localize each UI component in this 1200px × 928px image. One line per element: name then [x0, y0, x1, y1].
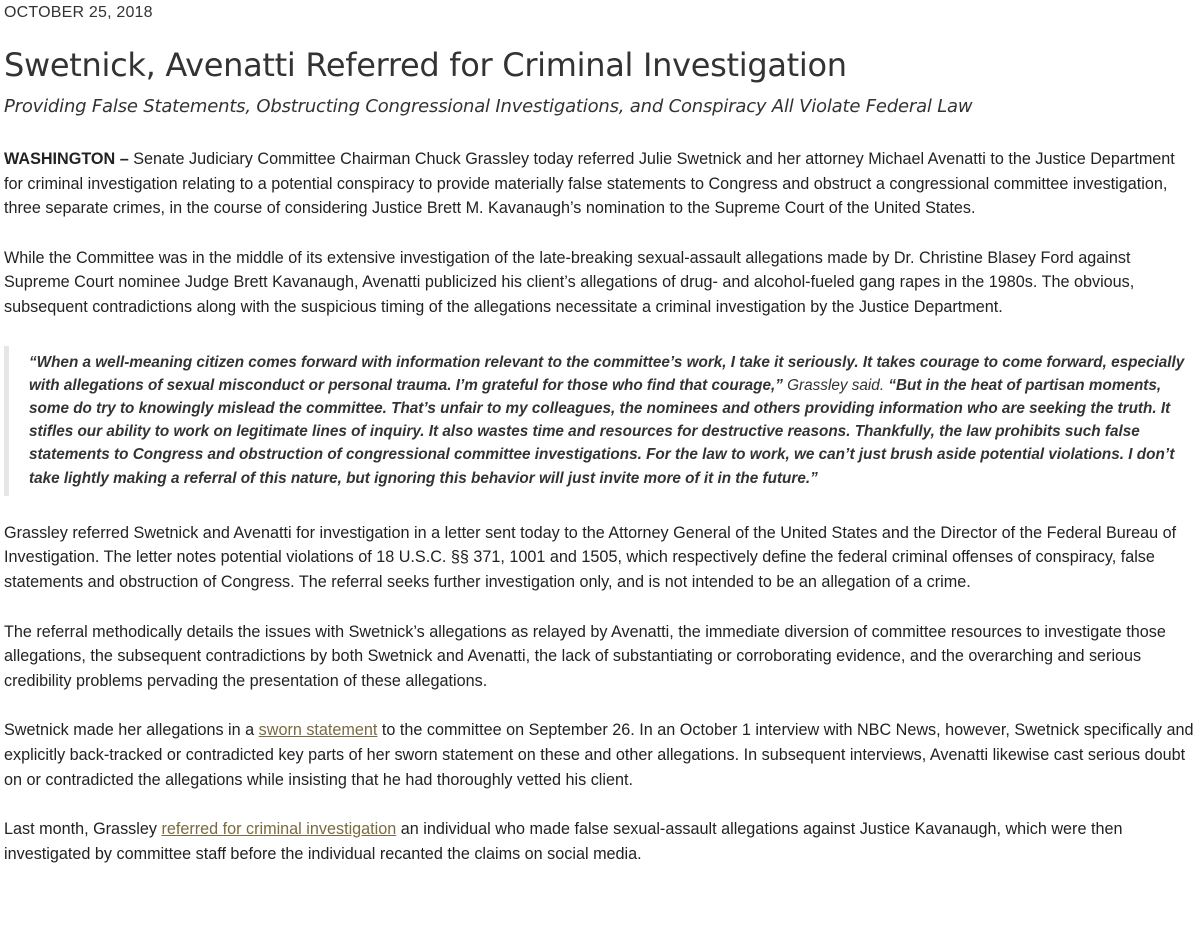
dateline: WASHINGTON –: [4, 150, 129, 168]
quote-part-1: “When a well-meaning citizen comes forward with information relevant to the committee’s work, I take it seriously. It takes courage to come forward, especially with allegations of sexual misconduct or personal trauma. I’m grateful for those who find that courage,”: [29, 353, 1185, 394]
article-date: OCTOBER 25, 2018: [4, 4, 153, 21]
paragraph-6-before: Last month, Grassley: [4, 820, 162, 839]
paragraph-6-after: an individual who made false sexual-assault allegations against Justice Kavanaugh, which were then investigated by committee staff before the individual recanted the claims on social media.: [4, 820, 1123, 863]
paragraph-3: Grassley referred Swetnick and Avenatti for investigation in a letter sent today to the Attorney General of the United States and the Director of the Federal Bureau of Investigation. The letter notes potential violations of 18 U.S.C. §§ 371, 1001 and 1505, which respectively define the federal criminal offenses of conspiracy, false statements and obstruction of Congress. The referral seeks further investigation only, and is not intended to be an allegation of a crime.: [4, 523, 1177, 591]
article: [4, 0, 1196, 866]
paragraph-5: [4, 718, 1196, 792]
sworn-statement-link[interactable]: sworn statement: [258, 721, 378, 740]
paragraph-5-after: to the committee on September 26. In an October 1 interview with NBC News, however, Swetnick specifically and explicitly back-tracked or contradicted key parts of her sworn statement on these and other allegations. In subsequent interviews, Avenatti likewise cast serious doubt on or contradicted the allegations while insisting that he had thoroughly vetted his client.: [4, 721, 1194, 789]
grassley-quote: [4, 346, 1196, 496]
paragraph-4: The referral methodically details the issues with Swetnick’s allegations as relayed by Avenatti, the immediate diversion of committee resources to investigate those allegations, the subsequent contradictions by both Swetnick and Avenatti, the lack of substantiating or corroborating evidence, and the overarching and serious credibility problems pervading the presentation of these allegations.: [4, 622, 1166, 690]
article-subtitle: Providing False Statements, Obstructing Congressional Investigations, and Conspiracy All Violate Federal Law: [4, 96, 973, 117]
article-title: Swetnick, Avenatti Referred for Criminal Investigation: [4, 46, 847, 84]
paragraph-1: [4, 147, 1196, 221]
paragraph-2: While the Committee was in the middle of its extensive investigation of the late-breaking sexual-assault allegations made by Dr. Christine Blasey Ford against Supreme Court nominee Judge Brett Kavanaugh, Avenatti publicized his client’s allegations of drug- and alcohol-fueled gang rapes in the 1980s. The obvious, subsequent contradictions along with the suspicious timing of the allegations necessitate a criminal investigation by the Justice Department.: [4, 248, 1135, 316]
paragraph-1-text: Senate Judiciary Committee Chairman Chuck Grassley today referred Julie Swetnick and her attorney Michael Avenatti to the Justice Department for criminal investigation relating to a potential conspiracy to provide materially false statements to Congress and obstruct a congressional committee investigation, three separate crimes, in the course of considering Justice Brett M. Kavanaugh’s nomination to the Supreme Court of the United States.: [4, 150, 1175, 218]
paragraph-6: [4, 817, 1196, 866]
quote-attribution: Grassley said.: [782, 376, 889, 394]
criminal-referral-link[interactable]: referred for criminal investigation: [161, 820, 397, 839]
paragraph-5-before: Swetnick made her allegations in a: [4, 721, 259, 740]
quote-part-2: “But in the heat of partisan moments, some do try to knowingly mislead the committee. That’s unfair to my colleagues, the nominees and others providing information who are seeking the truth. It stifles our ability to work on legitimate lines of inquiry. It also wastes time and resources for destructive reasons. Thankfully, the law prohibits such false statements to Congress and obstruction of congressional committee investigations. For the law to work, we can’t just brush aside potential violations. I don’t take lightly making a referral of this nature, but ignoring this behavior will just invite more of it in the future.”: [29, 376, 1175, 487]
